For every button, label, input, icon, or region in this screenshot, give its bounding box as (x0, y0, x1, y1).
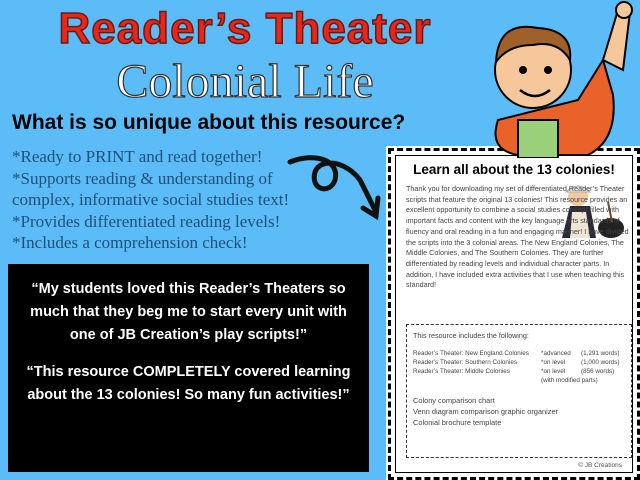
script-words: (1,291 words) (581, 350, 620, 357)
includes-box (406, 324, 632, 458)
testimonial: “My students loved this Reader’s Theaters so much that they beg me to start every unit with one of JB Creation’s play scripts!” (30, 281, 347, 343)
extra-item: Colony comparison chart (413, 396, 495, 405)
testimonial: “This resource COMPLETELY covered learning about the 13 colonies! So many fun activities!” (26, 364, 351, 403)
doc-intro: Thank you for downloading my set of differentiated Reader’s Theater scripts that feature the original 13 colonies! This resource provides an excellent opportunity to combine a social studies concept filled with important facts and content with the key language arts standards of fluency and oral reading in a fun and engaging manner! I have divided the scripts into the 3 colonial areas. The New England Colonies, The Middle Colonies, and The Southern Colonies. They are further differentiated by reading levels and individual character parts. In addition, I have included extra activities that I use when teaching this standard! (406, 184, 629, 290)
feature-item: *Provides differentiated reading levels! (12, 211, 281, 231)
script-level: *on level (541, 359, 566, 366)
script-row (413, 367, 625, 376)
feature-item: *Supports reading & understanding of (12, 168, 273, 188)
question-heading: What is so unique about this resource? (12, 111, 406, 134)
extra-item: Colonial brochure template (413, 418, 502, 427)
modified-row (413, 376, 625, 385)
document-preview (388, 148, 640, 480)
subtitle: Colonial Life (116, 55, 374, 108)
feature-item: complex, informative social studies text! (12, 190, 290, 209)
script-words: (1,000 words) (581, 359, 620, 366)
script-level: *on level (541, 368, 566, 375)
testimonials-box (8, 264, 369, 472)
extra-item: Venn diagram comparison graphic organizer (413, 407, 559, 416)
curly-arrow-icon (285, 150, 385, 230)
modified-note: (with modified parts) (541, 377, 598, 384)
script-name: Reader’s Theater: New England Colonies (413, 350, 529, 357)
script-name: Reader’s Theater: Middle Colonies (413, 368, 510, 375)
feature-item: *Includes a comprehension check! (12, 233, 248, 252)
feature-list (12, 146, 289, 254)
script-words: (856 words) (581, 368, 615, 375)
title: Reader’s Theater (58, 4, 432, 53)
script-name: Reader’s Theater: Southern Colonies (413, 359, 517, 366)
doc-title: Learn all about the 13 colonies! (413, 162, 615, 177)
script-row (413, 358, 625, 367)
script-row (413, 349, 625, 358)
includes-heading: This resource includes the following: (413, 331, 529, 340)
feature-item: *Ready to PRINT and read together! (12, 147, 263, 166)
script-level: *advanced (541, 350, 571, 357)
copyright: © JB Creations (578, 462, 622, 469)
boy-mascot-illustration-icon (478, 0, 640, 158)
